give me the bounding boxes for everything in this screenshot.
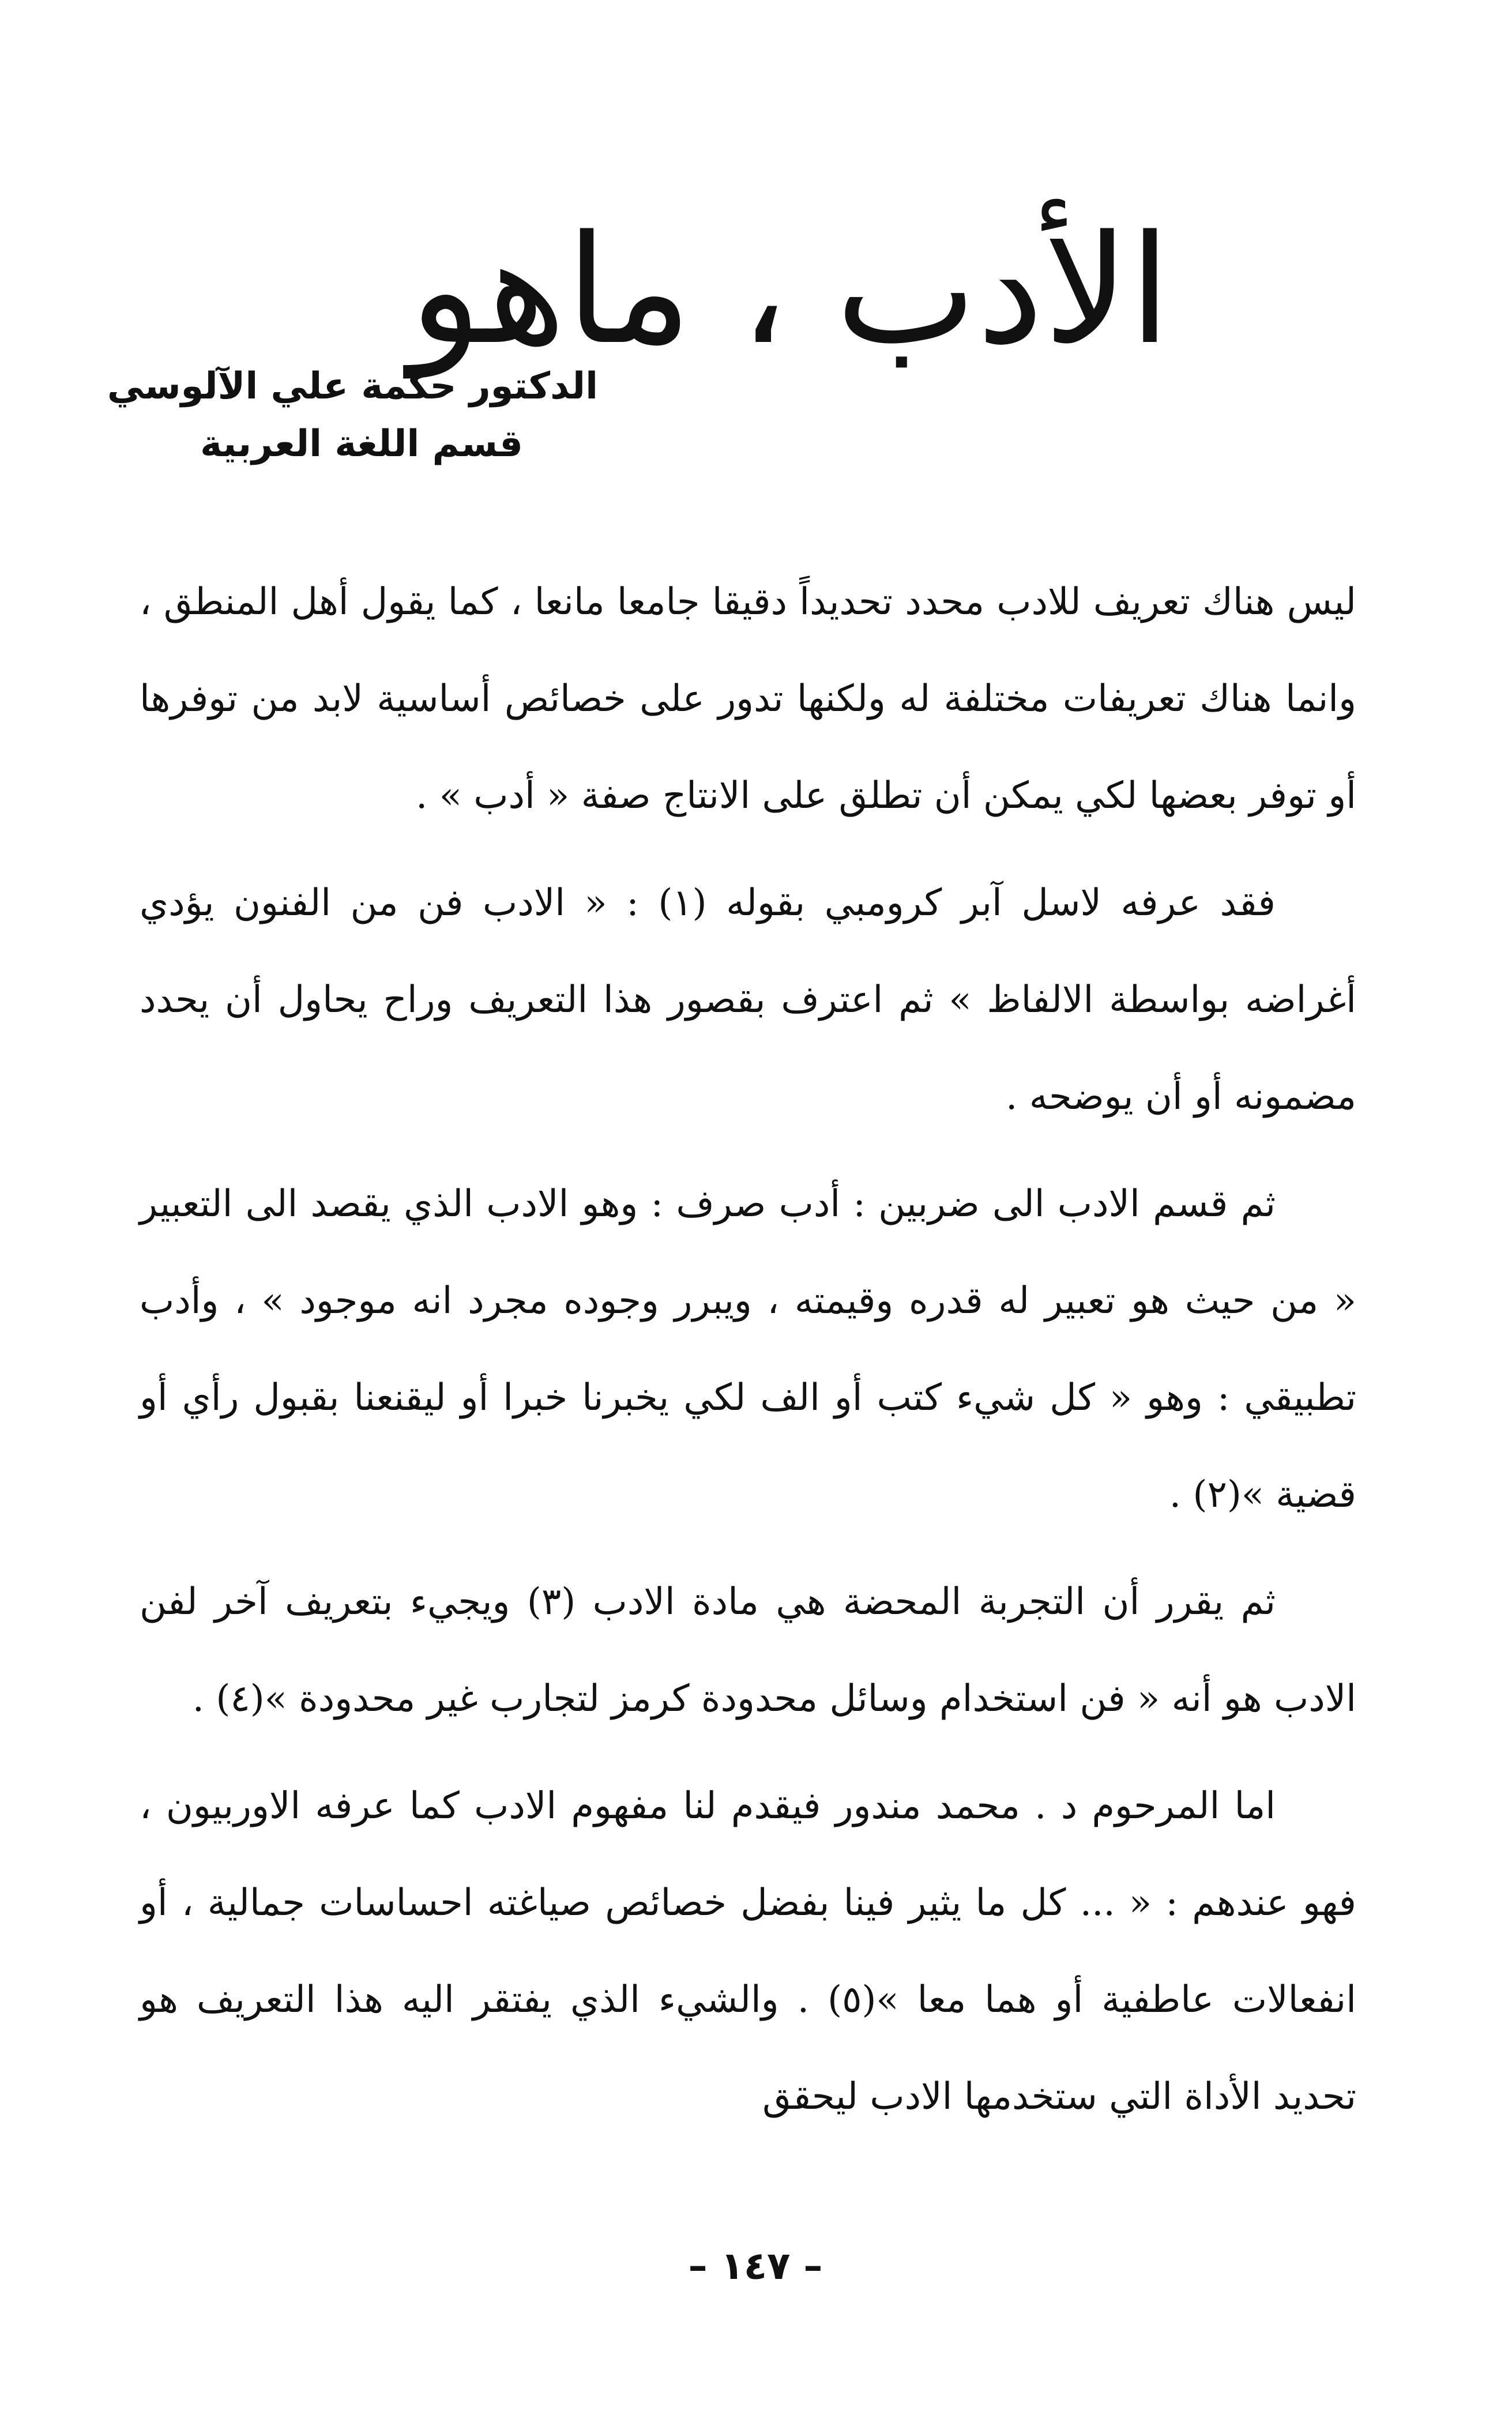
article-body bbox=[140, 554, 1356, 2156]
author-block bbox=[107, 358, 598, 473]
article-title: الأدب ، ماهو bbox=[409, 204, 1171, 378]
paragraph-2: فقد عرفه لاسل آبر كرومبي بقوله (١) : « الادب فن من الفنون يؤدي أغراضه بواسطة الالفاظ » ثم اعترف بقصور هذا التعريف وراح يحاول أن يحدد مضمونه أو أن يوضحه . bbox=[140, 882, 1356, 1118]
paragraph-3: ثم قسم الادب الى ضربين : أدب صرف : وهو الادب الذي يقصد الى التعبير « من حيث هو تعبير له قدره وقيمته ، ويبرر وجوده مجرد انه موجود » ، وأدب تطبيقي : وهو « كل شيء كتب أو الف لكي يخبرنا خبرا أو ليقنعنا بقبول رأي أو قضية »(٢) . bbox=[140, 1183, 1356, 1516]
author-name: الدكتور حكمة علي الآلوسي bbox=[107, 365, 598, 408]
paragraph-1: ليس هناك تعريف للادب محدد تحديداً دقيقا جامعا مانعا ، كما يقول أهل المنطق ، وانما هناك تعريفات مختلفة له ولكنها تدور على خصائص أساسية لابد من توفرها أو توفر بعضها لكي يمكن أن تطلق على الانتاج صفة « أدب » . bbox=[140, 581, 1357, 817]
paragraph-5: اما المرحوم د . محمد مندور فيقدم لنا مفهوم الادب كما عرفه الاوربيون ، فهو عندهم : « ... كل ما يثير فينا بفضل خصائص صياغته احساسات جمالية ، أو انفعالات عاطفية أو هما معا »(٥) . والشيء الذي يفتقر اليه هذا التعريف هو تحديد الأداة التي ستخدمها الادب ليحقق bbox=[140, 1785, 1357, 2118]
paragraph-4: ثم يقرر أن التجربة المحضة هي مادة الادب (٣) ويجيء بتعريف آخر لفن الادب هو أنه « فن استخدام وسائل محدودة كرمز لتجارب غير محدودة »(٤) . bbox=[140, 1581, 1356, 1720]
page-number: – ١٤٧ – bbox=[688, 2244, 823, 2288]
author-department: قسم اللغة العربية bbox=[200, 423, 523, 465]
